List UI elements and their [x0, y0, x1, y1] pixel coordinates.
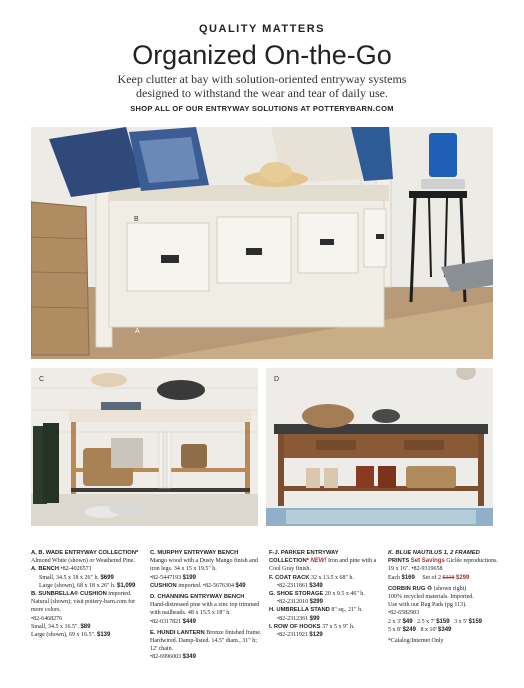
cushion-large-line: [31, 631, 143, 639]
shoe-storage-label: G. SHOE STORAGE: [269, 591, 324, 598]
shoe-storage-sku: •82-2312010: [277, 599, 309, 606]
bench-small-price: $699: [100, 574, 114, 581]
rug-price: $159: [436, 618, 450, 625]
murphy-bench-illustration: [31, 368, 258, 526]
rug-size: 3 x 5': [454, 618, 468, 625]
product-column-murphy: [150, 549, 262, 662]
rug-heading: CORBIN RUG: [388, 585, 426, 592]
product-column-parker: [269, 549, 381, 639]
murphy-cushion-line: [150, 582, 262, 590]
bench-large-line: [31, 582, 143, 590]
set-was-price: $338: [442, 574, 455, 581]
lantern-sku: •82-6996003: [150, 654, 182, 661]
hooks-size: 37 x 5 x 9" h.: [322, 623, 355, 630]
channing-heading: D. CHANNING ENTRYWAY BENCH: [150, 594, 245, 601]
product-column-wade: [31, 549, 143, 639]
each-price: $169: [401, 574, 415, 581]
cushion-line: [31, 590, 143, 598]
coat-rack-price-line: [269, 582, 381, 590]
rug-price: $49: [402, 618, 413, 625]
hooks-line: [269, 623, 381, 631]
murphy-heading: C. MURPHY ENTRYWAY BENCH: [150, 550, 239, 556]
shoe-storage-price: $299: [309, 599, 323, 606]
photo-letter-b: B: [134, 216, 139, 223]
rug-sizes-row-1: [388, 618, 498, 626]
lantern-line: [150, 629, 262, 654]
umbrella-price-line: [269, 615, 381, 623]
murphy-cushion-imported: imported.: [178, 582, 202, 589]
murphy-bench-photo: [31, 368, 258, 526]
set-savings-badge: Set Savings: [410, 558, 445, 565]
each-label: Each: [388, 574, 400, 581]
parker-heading-line2: [269, 557, 381, 573]
bench-small-line: [31, 574, 143, 582]
murphy-desc: Mango wood with a Dusty Mango finish and iron legs. 34 x 15 x 19.5" h.: [150, 558, 258, 573]
wade-heading: [31, 549, 143, 557]
parker-heading-2: COLLECTION*: [269, 558, 309, 565]
hooks-price: $129: [309, 632, 323, 639]
lantern-label: E. HUNDI LANTERN: [150, 629, 205, 636]
intro-line-2: designed to withstand the wear and tear of daily use.: [136, 86, 388, 100]
lantern-price-line: [150, 653, 262, 661]
bench-large-price: $1,099: [117, 582, 136, 589]
main-photo-illustration: [31, 127, 493, 359]
rug-note: (shown right): [433, 585, 467, 592]
channing-bench-photo: [266, 368, 493, 526]
lantern-price: $349: [182, 654, 196, 661]
bench-sku: •82-4026571: [60, 566, 92, 573]
prints-heading-line2: [388, 557, 498, 573]
rug-price: $249: [402, 626, 416, 633]
new-badge: NEW!: [310, 558, 327, 565]
cushion-sku: •82-6468276: [31, 615, 63, 622]
bench-line: [31, 565, 143, 573]
cushion-small-size: Small, 34.5 x 16.5".: [31, 623, 79, 630]
intro-text: [92, 72, 432, 100]
murphy-cushion-price: $49: [235, 582, 246, 589]
cushion-large-size: Large (shown), 69 x 16.5".: [31, 632, 96, 639]
cushion-imported: imported.: [108, 591, 132, 598]
rug-sku: •82-6582903: [388, 610, 420, 617]
rug-size: 8 x 10': [420, 626, 437, 633]
shoe-storage-price-line: [269, 598, 381, 606]
channing-sku: •82-0317821: [150, 618, 182, 625]
coat-rack-price: $349: [309, 582, 323, 589]
channing-desc: Hand-distressed pine with a zinc top trimmed with nailheads. 48 x 15.5 x 18" h.: [150, 602, 260, 617]
section-kicker: QUALITY MATTERS: [199, 23, 325, 35]
umbrella-size: 8" sq., 21" h.: [331, 607, 363, 614]
photo-letter-c: C: [39, 376, 45, 383]
set-label: Set of 2: [422, 574, 442, 581]
main-entryway-photo: [31, 127, 493, 359]
prints-desc: Giclée reproductions. 19 x 16". •82-9319658: [388, 558, 498, 573]
channing-bench-illustration: [266, 368, 493, 526]
coat-rack-line: [269, 574, 381, 582]
murphy-sku: •82-5447193: [150, 574, 182, 581]
bench-label: A. BENCH: [31, 566, 60, 573]
rug-size: 2 x 3': [388, 618, 402, 625]
photo-letter-a: A: [135, 328, 140, 335]
cushion-large-price: $139: [97, 632, 111, 639]
prints-heading: K. BLUE NAUTILUS 1, 2 FRAMED: [388, 550, 480, 556]
rug-desc-1: 100% recycled materials. Imported.: [388, 594, 474, 601]
umbrella-sku: •82-2312361: [277, 615, 309, 622]
wade-desc: Almond White (shown) or Weathered Pine.: [31, 558, 135, 565]
set-sale-price: $299: [456, 574, 470, 581]
product-column-prints-rug: [388, 549, 498, 645]
coat-rack-sku: •82-2311861: [277, 582, 308, 589]
rug-price: $159: [468, 618, 483, 625]
murphy-cushion-sku: •82-5676304: [202, 582, 235, 589]
intro-line-1: Keep clutter at bay with solution-oriented entryway systems: [117, 72, 407, 86]
umbrella-label: H. UMBRELLA STAND: [269, 607, 330, 614]
bench-small-size: Small, 34.5 x 18 x 26" h.: [39, 574, 99, 581]
prints-heading-2: PRINTS: [388, 558, 410, 565]
page-title: Organized On-the-Go: [132, 40, 392, 70]
umbrella-line: [269, 606, 381, 614]
cushion-small-price: $89: [80, 623, 91, 630]
coat-rack-label: F. COAT RACK: [269, 574, 310, 581]
murphy-cushion-label: CUSHION: [150, 582, 177, 589]
bench-large-size: Large (shown), 68 x 18 x 26" h.: [39, 582, 116, 589]
wade-heading-code: A, B.: [31, 550, 45, 556]
murphy-price-line: [150, 574, 262, 582]
hooks-sku: •82-2311921: [277, 632, 308, 639]
rug-sizes-row-2: [388, 626, 498, 634]
shop-all-link[interactable]: SHOP ALL OF OUR ENTRYWAY SOLUTIONS AT POTTERYBARN.COM: [130, 104, 394, 113]
shoe-storage-line: [269, 590, 381, 598]
catalog-footnote: *Catalog/Internet Only: [388, 638, 444, 645]
cushion-colors: Natural (shown); visit pottery-barn.com for more colors.: [31, 599, 136, 614]
parker-desc: Iron and pine with a Cool Gray finish.: [269, 558, 377, 573]
cushion-small-line: [31, 623, 143, 631]
photo-letter-d: D: [274, 376, 280, 383]
wade-heading-text: WADE ENTRYWAY COLLECTION*: [45, 550, 139, 556]
channing-price: $449: [182, 618, 196, 625]
murphy-price: $199: [182, 574, 196, 581]
shoe-storage-size: 20 x 9.5 x 46" h.: [324, 591, 365, 598]
prints-price-line: [388, 574, 498, 582]
hooks-label: I. ROW OF HOOKS: [269, 623, 321, 630]
cushion-label: B. SUNBRELLA® CUSHION: [31, 591, 107, 598]
parker-heading: F-J. PARKER ENTRYWAY: [269, 550, 339, 556]
hooks-price-line: [269, 631, 381, 639]
umbrella-price: $99: [309, 615, 320, 622]
recycle-icon: ♻: [426, 585, 433, 592]
rug-desc-2: Use with our Rug Pads (pg 113).: [388, 602, 467, 609]
rug-price: $349: [438, 626, 452, 633]
lantern-desc: Bronze finished frame. Hardwired. Damp-listed. 14.5" diam., 31" h; 12' chain.: [150, 629, 262, 653]
rug-size: 5 x 8': [388, 626, 402, 633]
coat-rack-size: 32 x 13.5 x 68" h.: [310, 574, 354, 581]
rug-size: 2.5 x 7': [417, 618, 435, 625]
channing-price-line: [150, 618, 262, 626]
rug-heading-line: [388, 585, 498, 593]
